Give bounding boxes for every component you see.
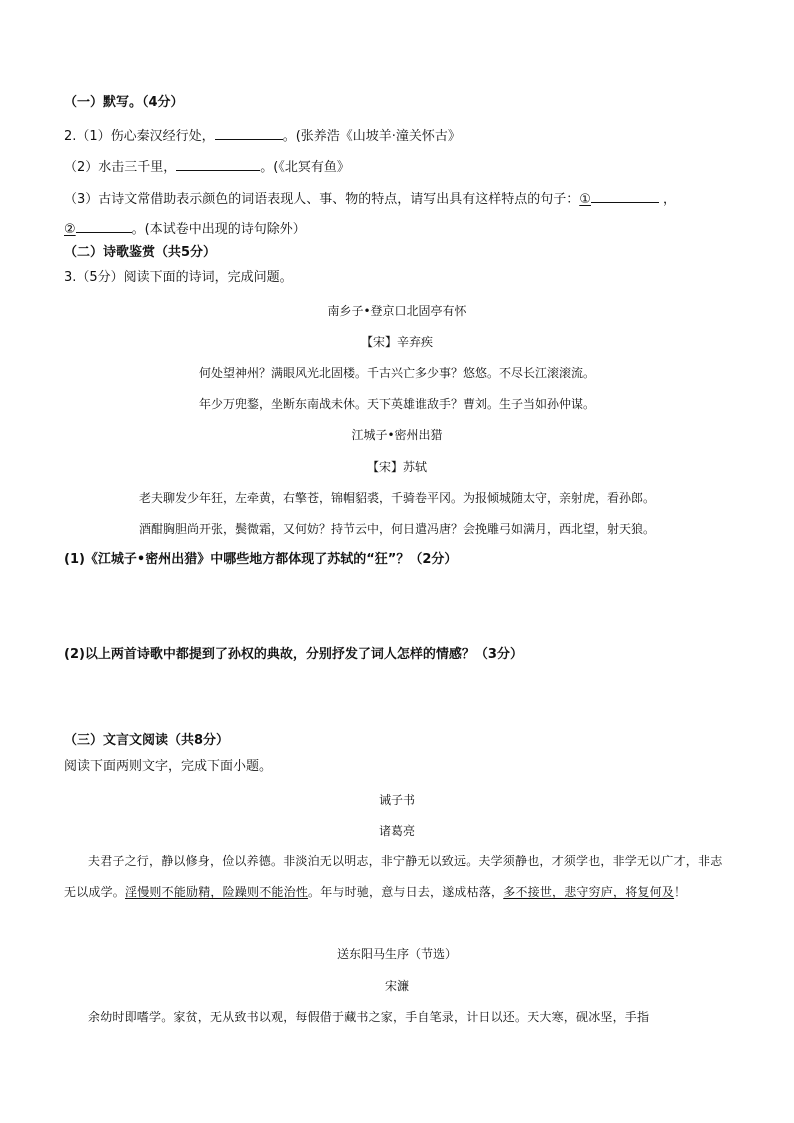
text-1-part-2: 。年与时驰，意与日去，遂成枯落， — [308, 885, 504, 899]
text-2-author: 宋濂 — [384, 979, 409, 993]
comma: ， — [662, 192, 676, 207]
question-2-1 — [64, 126, 461, 146]
text-1-part-3: ！ — [674, 885, 687, 899]
poem-1-line-2: 年少万兜鍪，坐断东南战未休。天下英雄谁敌手？曹刘。生子当如孙仲谋。 — [198, 397, 595, 411]
poem-1-line-1: 何处望神州？满眼风光北固楼。千古兴亡多少事？悠悠。不尽长江滚滚流。 — [198, 366, 595, 380]
question-3-1: (1)《江城子•密州出猎》中哪些地方都体现了苏轼的“狂”？（2分） — [64, 552, 458, 567]
text-1-body — [64, 846, 732, 908]
poem-2-line-2: 酒酣胸胆尚开张，鬓微霜，又何妨？持节云中，何日遣冯唐？会挽雕弓如满月，西北望，射天狼。 — [138, 522, 655, 536]
question-2-2 — [64, 157, 350, 177]
question-2-3-cont — [64, 219, 306, 239]
poem-2-line-1: 老夫聊发少年狂，左牵黄，右擎苍，锦帽貂裘，千骑卷平冈。为报倾城随太守，亲射虎，看孙郎。 — [138, 491, 655, 505]
question-2-2-suffix: 。(《北冥有鱼》 — [260, 160, 350, 175]
question-3: 3.（5分）阅读下面的诗词，完成问题。 — [64, 270, 293, 285]
poem-2-author: 【宋】苏轼 — [366, 460, 427, 474]
poem-1-title: 南乡子•登京口北固亭有怀 — [327, 304, 467, 318]
marker-2: ② — [64, 222, 76, 237]
question-2-3 — [64, 189, 676, 209]
answer-blank — [76, 219, 132, 233]
answer-blank — [176, 157, 260, 171]
poem-2-title: 江城子•密州出猎 — [351, 428, 443, 442]
text-1-underline-1: 淫慢则不能励精，险躁则不能治性 — [125, 885, 309, 899]
text-1-part-1: 夫君子之行，静以修身，俭以养德。非淡泊无以明志，非宁静无以致远。夫学须静也，才须学也，非学无以广才，非志无以成学。 — [64, 854, 723, 899]
text-1-author: 诸葛亮 — [378, 824, 415, 838]
text-1-title: 诫子书 — [378, 793, 415, 807]
question-2-1-prefix: 2.（1）伤心秦汉经行处， — [64, 129, 215, 144]
question-3-2: (2)以上两首诗歌中都提到了孙权的典故，分别抒发了词人怎样的情感？（3分） — [64, 647, 523, 662]
poem-1-author: 【宋】辛弃疾 — [360, 335, 433, 349]
section-3-title: （三）文言文阅读（共8分） — [64, 733, 230, 748]
text-1-underline-2: 多不接世，悲守穷庐，将复何及 — [503, 885, 675, 899]
question-2-1-suffix: 。(张养浩《山坡羊·潼关怀古》 — [282, 129, 461, 144]
section-2-title: （二）诗歌鉴赏（共5分） — [64, 245, 217, 260]
marker-1: ① — [579, 192, 591, 207]
section-1-title: （一）默写。（4分） — [64, 95, 184, 110]
question-2-2-prefix: （2）水击三千里， — [64, 160, 177, 175]
question-2-3-note: 。(本试卷中出现的诗句除外） — [131, 222, 306, 237]
answer-blank — [591, 189, 659, 203]
answer-blank — [215, 126, 283, 140]
question-2-3-text: （3）古诗文常借助表示颜色的词语表现人、事、物的特点，请写出具有这样特点的句子： — [64, 192, 580, 207]
text-2-title: 送东阳马生序（节选） — [336, 947, 457, 961]
section-3-intro: 阅读下面两则文字，完成下面小题。 — [64, 759, 273, 774]
text-2-body: 余幼时即嗜学。家贫，无从致书以观，每假借于藏书之家，手自笔录，计日以还。天大寒，砚冰坚，手指 — [88, 1010, 650, 1024]
